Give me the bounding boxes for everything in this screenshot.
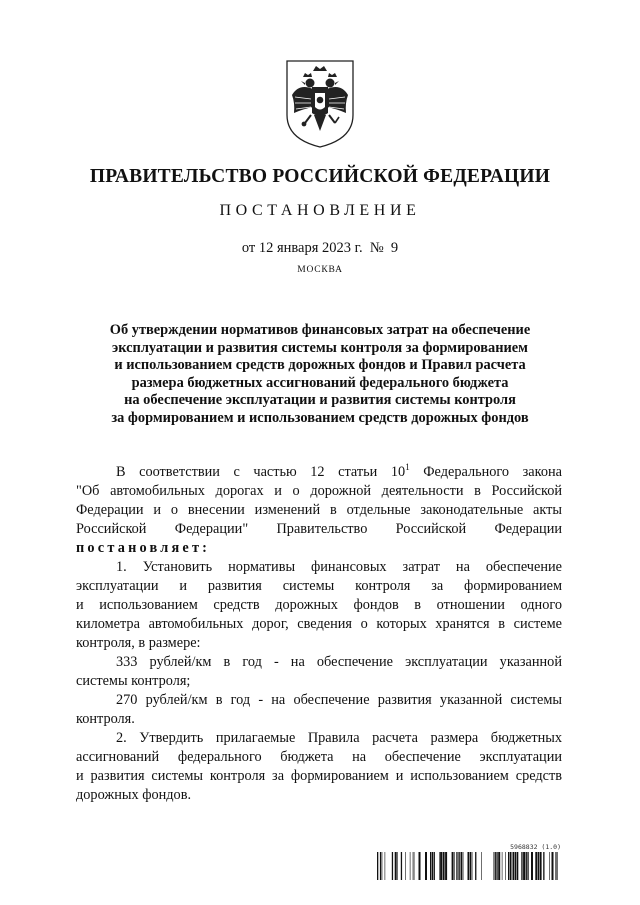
barcode-bar (552, 852, 554, 880)
paragraph-line: 333 рублей/км в год - на обеспечение эксплуатации указанной (116, 654, 562, 670)
paragraph-line: 270 рублей/км в год - на обеспечение развития указанной системы (116, 692, 562, 708)
paragraph-line: 1. Установить нормативы финансовых затрат на обеспечение (116, 559, 562, 575)
barcode-bar (535, 852, 537, 880)
barcode-bar (517, 852, 518, 880)
barcode-bar (515, 852, 517, 880)
barcode-bar (513, 852, 514, 880)
barcode-bar (472, 852, 473, 880)
barcode-bar (510, 852, 511, 880)
barcode-bar (543, 852, 544, 880)
barcode-bar (395, 852, 397, 880)
superscript: 1 (405, 462, 410, 473)
text-run: В соответствии с частью 12 статьи 10 (116, 464, 406, 480)
barcode-bar (405, 852, 406, 880)
barcode-bar (377, 852, 378, 880)
paragraph-line: эксплуатации и развития системы контроля за формированием (76, 578, 562, 594)
paragraph-line: контроля. (76, 711, 135, 727)
paragraph-line: километра автомобильных дорог, сведения о которых хранятся в системе (76, 616, 562, 632)
barcode-bar (481, 852, 482, 880)
barcode-bar (494, 852, 495, 880)
barcode-bar (526, 852, 527, 880)
barcode-bar (527, 852, 528, 880)
document-heading (60, 322, 580, 427)
heading-line: за формированием и использованием средств дорожных фондов (111, 409, 529, 426)
barcode-bar (413, 852, 414, 880)
barcode-bar (505, 852, 506, 880)
barcode-bar (540, 852, 542, 880)
barcode-bar (521, 852, 522, 880)
barcode-bar (432, 852, 433, 880)
barcode-bar (459, 852, 460, 880)
barcode-bar (414, 852, 415, 880)
barcode-bar (531, 852, 533, 880)
barcode-number: 5968832 (1.0) (510, 843, 561, 851)
barcode-bar (440, 852, 442, 880)
document-body (76, 463, 562, 805)
paragraph-line: системы контроля; (76, 673, 191, 689)
barcode-bar (452, 852, 454, 880)
barcode-bar (555, 852, 556, 880)
barcode-bar (445, 852, 447, 880)
barcode-bar (410, 852, 411, 880)
barcode-bar (397, 852, 398, 880)
paragraph-line: контроля, в размере: (76, 635, 201, 651)
barcode-bar (382, 852, 383, 880)
government-title: ПРАВИТЕЛЬСТВО РОССИЙСКОЙ ФЕДЕРАЦИИ (89, 166, 551, 187)
heading-line: Об утверждении нормативов финансовых затрат на обеспечение (109, 322, 531, 338)
paragraph-line: Федерации и о внесении изменений в отдельные законодательные акты (76, 502, 562, 518)
barcode-bar (425, 852, 427, 880)
barcode-bar (512, 852, 513, 880)
heading-line: на обеспечение эксплуатации и развития системы контроля (124, 392, 516, 408)
text-run: Федерального закона (409, 464, 562, 480)
document-date-number: от 12 января 2023 г. № 9 (241, 240, 399, 256)
barcode-icon (377, 852, 561, 880)
document-type: ПОСТАНОВЛЕНИЕ (219, 202, 421, 219)
barcode-bar (496, 852, 497, 880)
barcode-bar (458, 852, 459, 880)
barcode-bar (475, 852, 476, 880)
barcode-bar (401, 852, 402, 880)
heading-line: эксплуатации и развития системы контроля за формированием (112, 339, 528, 356)
paragraph-line: и использованием средств дорожных фондов в отношении одного (76, 597, 562, 613)
barcode-bar (385, 852, 386, 880)
paragraph-line (76, 539, 562, 558)
heading-line: и использованием средств дорожных фондов и Правил расчета (114, 357, 526, 373)
barcode-bar (456, 852, 457, 880)
barcode-bar (380, 852, 381, 880)
barcode-block (377, 843, 561, 881)
barcode-bar (463, 852, 464, 880)
heading-line: размера бюджетных ассигнований федерального бюджета (131, 374, 509, 391)
barcode-bar (498, 852, 500, 880)
barcode-bar (508, 852, 509, 880)
barcode-bar (538, 852, 539, 880)
barcode-bar (556, 852, 557, 880)
paragraph-line: "Об автомобильных дорогах и о дорожной деятельности в Российской (76, 483, 562, 499)
barcode-bar (468, 852, 470, 880)
barcode-bar (502, 852, 503, 880)
emblem-icon (283, 57, 357, 149)
barcode-bar (392, 852, 393, 880)
barcode-bar (434, 852, 435, 880)
barcode-bar (523, 852, 525, 880)
barcode-bar (557, 852, 558, 880)
barcode-bar (461, 852, 462, 880)
barcode-bar (419, 852, 421, 880)
barcode-bar (430, 852, 431, 880)
paragraph-line (76, 463, 562, 482)
barcode-bar (549, 852, 550, 880)
paragraph-line: дорожных фондов. (76, 787, 192, 803)
barcode-bar (470, 852, 471, 880)
paragraph-line: 2. Утвердить прилагаемые Правила расчета размера бюджетных (116, 730, 562, 746)
paragraph-line: Российской Федерации" Правительство Российской Федерации (76, 521, 562, 537)
barcode-bar (439, 852, 440, 880)
barcode-bar (443, 852, 445, 880)
barcode-bar (454, 852, 455, 880)
resolves-keyword: постановляет: (76, 540, 211, 556)
barcode-bar (495, 852, 496, 880)
document-city: МОСКВА (297, 265, 343, 275)
paragraph-line: и развития системы контроля за формированием и использованием средств (76, 768, 562, 784)
paragraph-line: ассигнований федерального бюджета на обеспечение эксплуатации (76, 749, 562, 765)
